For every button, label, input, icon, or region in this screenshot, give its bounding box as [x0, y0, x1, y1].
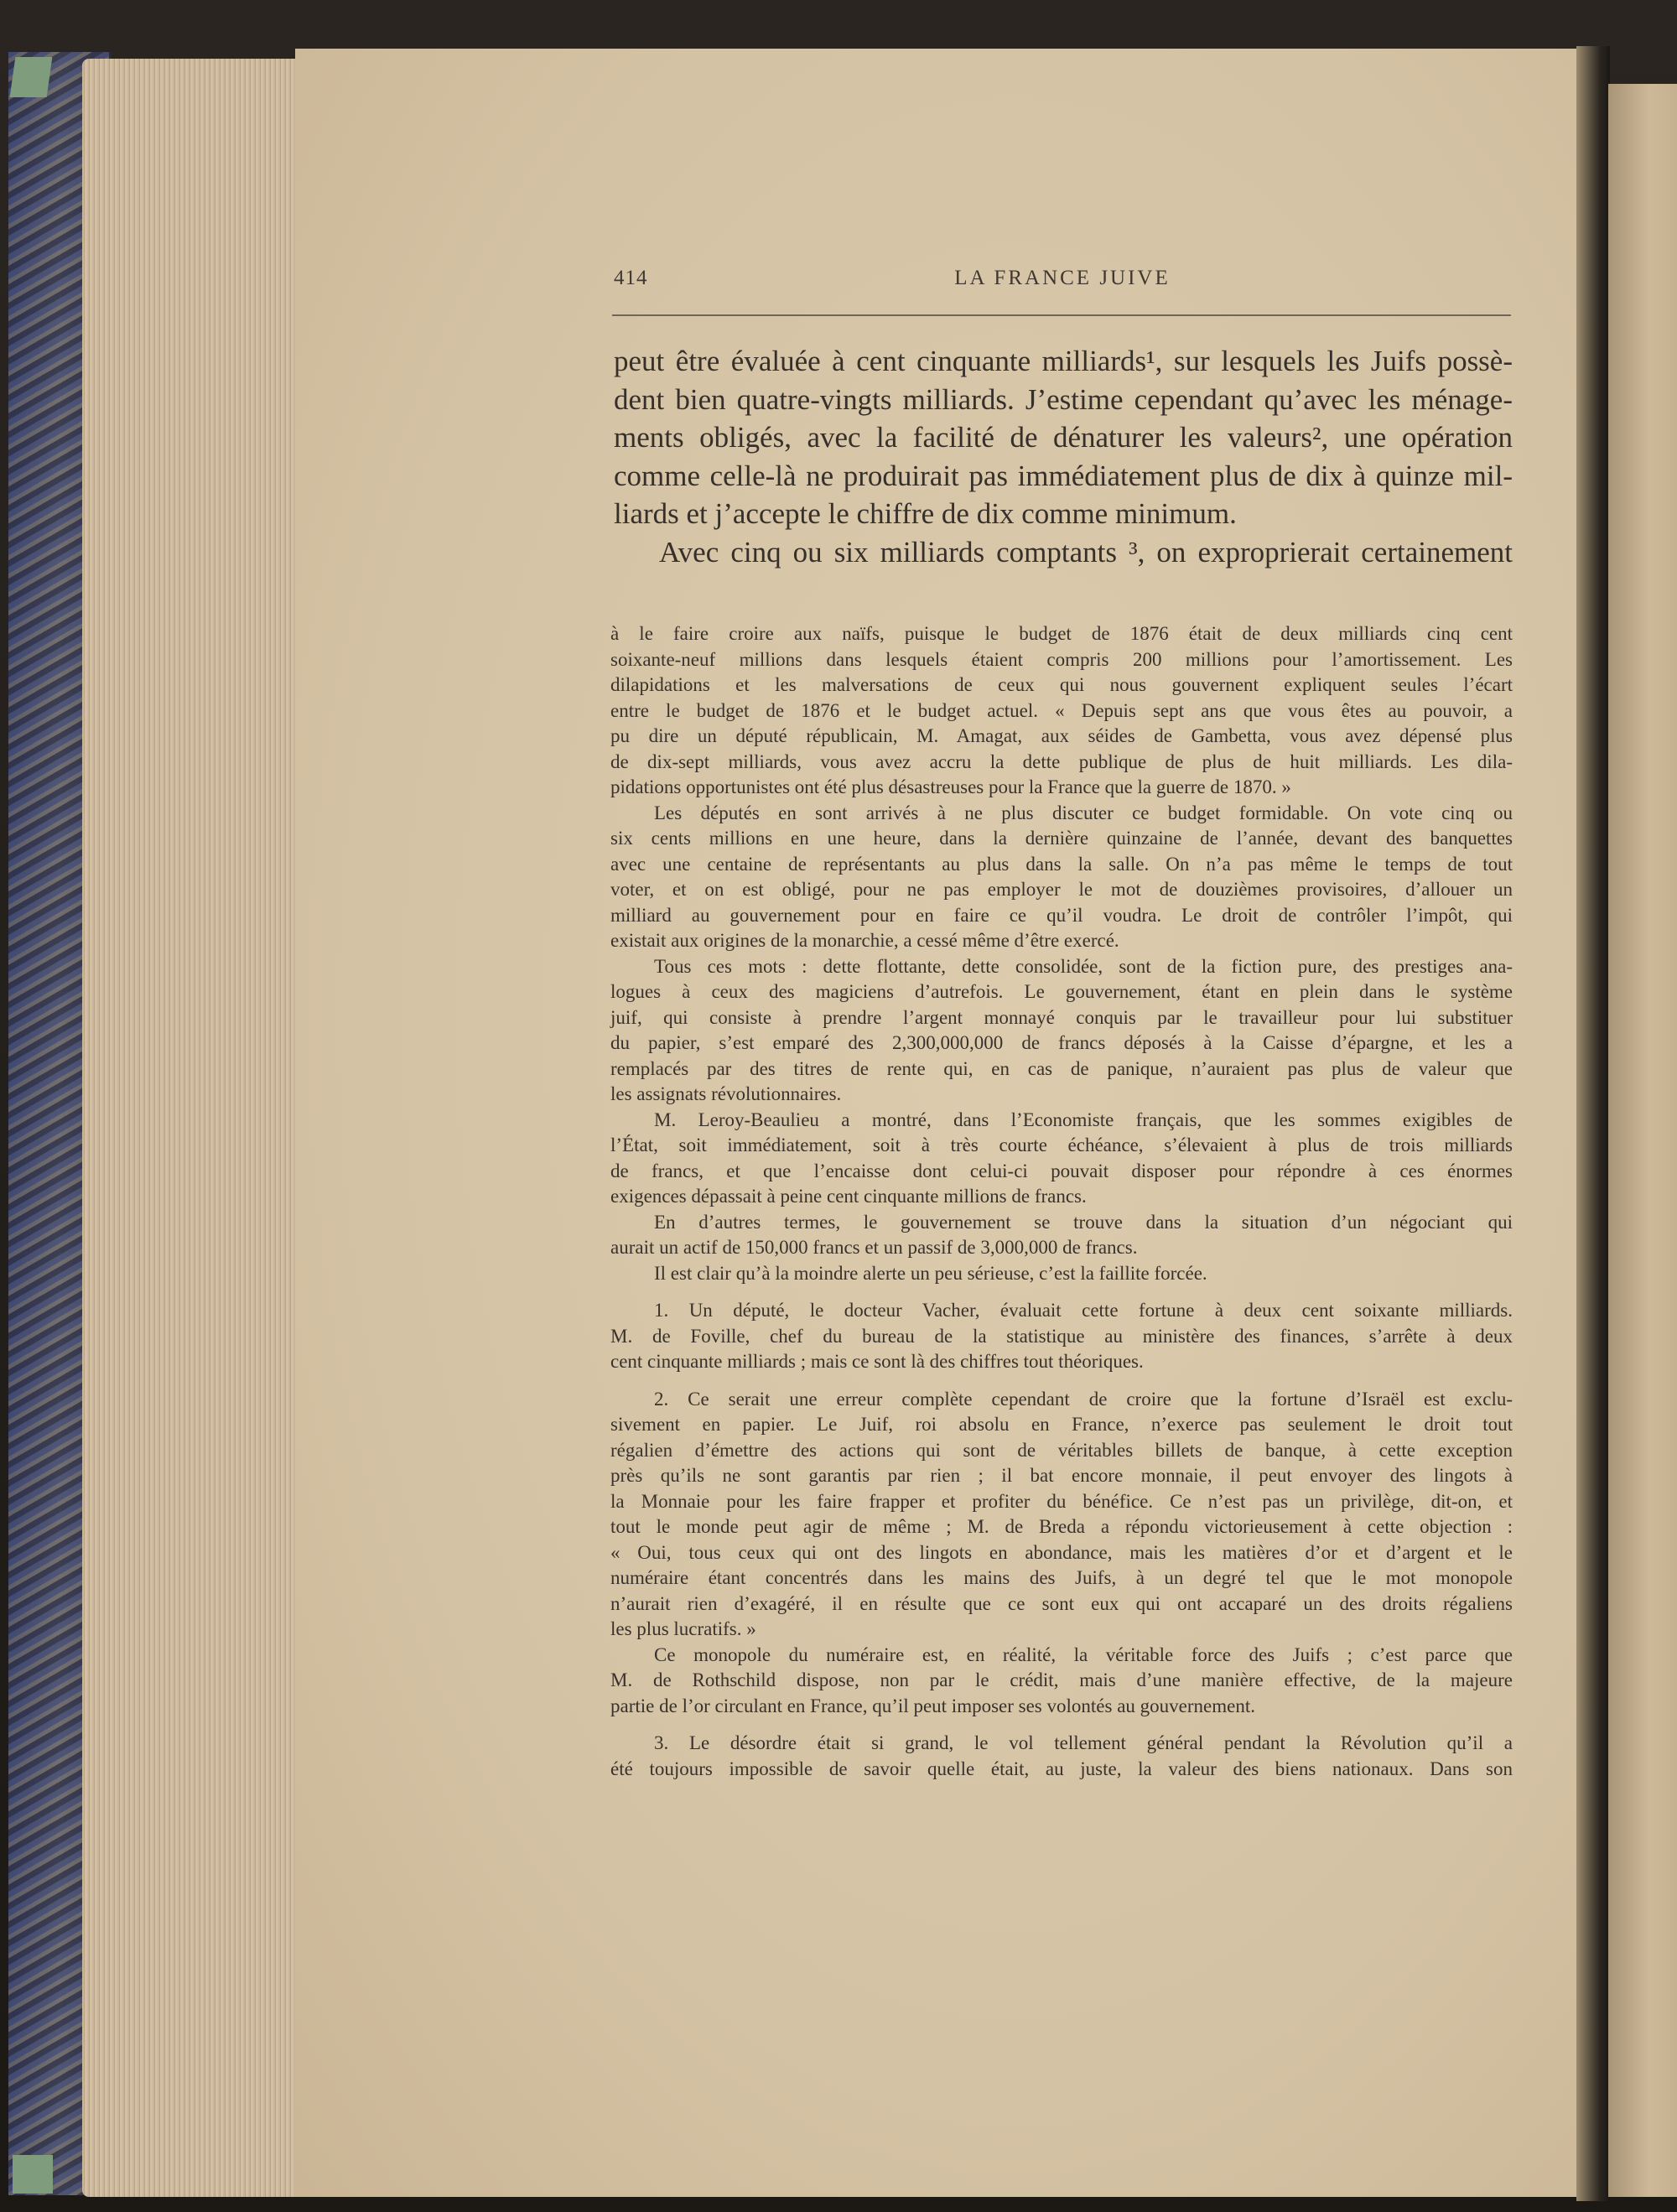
- text-line: peut être évaluée à cent cinquante milliards¹, sur lesquels les Juifs possè-: [614, 345, 1513, 377]
- footnote-line: tout le monde peut agir de même ; M. de Breda a répondu victorieusement à cette objection :: [610, 1516, 1513, 1537]
- footnote-line: près qu’ils ne sont garantis par rien ; il bat encore monnaie, il peut envoyer des lingots à: [610, 1465, 1513, 1486]
- footnote-line: avec une centaine de représentants au plus dans la salle. On n’a pas même le temps de tout: [610, 853, 1513, 875]
- footnote-line: voter, et on est obligé, pour ne pas employer le mot de douzièmes provisoires, d’allouer un: [610, 879, 1513, 900]
- footnote-line: M. Leroy-Beaulieu a montré, dans l’Economiste français, que les sommes exigibles de: [654, 1109, 1513, 1130]
- footnote-line: « Oui, tous ceux qui ont des lingots en abondance, mais les matières d’or et d’argent et le: [610, 1541, 1513, 1563]
- footnote-line: 3. Le désordre était si grand, le vol tellement général pendant la Révolution qu’il a: [654, 1732, 1513, 1753]
- footnote-line: l’État, soit immédiatement, soit à très courte échéance, s’élevaient à plus de trois milliards: [610, 1135, 1513, 1155]
- footnote-line: six cents millions en une heure, dans la dernière quinzaine de l’année, devant des banquettes: [610, 828, 1513, 849]
- footnote-line: la Monnaie pour les faire frapper et profiter du bénéfice. Ce n’est pas un privilège, dit-on, et: [610, 1490, 1513, 1512]
- paragraph-gap: [610, 1719, 1513, 1731]
- header-rule: [612, 314, 1511, 316]
- footnote-line: cent cinquante milliards ; mais ce sont là des chiffres tout théoriques.: [610, 1351, 1144, 1372]
- footnotes: [610, 621, 1513, 1782]
- footnote-line: Les députés en sont arrivés à ne plus discuter ce budget formidable. On vote cinq ou: [654, 802, 1513, 823]
- footnote-line: milliard au gouvernement pour en faire ce qu’il voudra. Le droit de contrôler l’impôt, qui: [610, 904, 1513, 926]
- footnote-line: n’aurait rien d’exagéré, il en résulte que ce sont eux qui ont accaparé un des droits régaliens: [610, 1592, 1513, 1614]
- footnote-line: remplacés par des titres de rente qui, en cas de panique, n’auraient pas plus de valeur que: [610, 1057, 1513, 1079]
- footnote-line: soixante-neuf millions dans lesquels étaient compris 200 millions pour l’amortissement. Les: [610, 648, 1513, 670]
- paragraph-gap: [610, 1375, 1513, 1387]
- running-title: LA FRANCE JUIVE: [954, 267, 1171, 289]
- footnote-line: dilapidations et les malversations de ceux qui nous gouvernent expliquent seules l’écart: [610, 674, 1513, 695]
- footnote-line: 2. Ce serait une erreur complète cependant de croire que la fortune d’Israël est exclu-: [654, 1388, 1513, 1410]
- page-edges: [82, 59, 300, 2197]
- page-header: [614, 267, 1511, 297]
- text-line: liards et j’accepte le chiffre de dix comme minimum.: [614, 497, 1237, 530]
- footnote-line: numéraire étant concentrés dans les mains des Juifs, à un degré tel que le mot monopole: [610, 1567, 1513, 1588]
- footnote-line: sivement en papier. Le Juif, roi absolu en France, n’exerce pas seulement le droit tout: [610, 1414, 1513, 1435]
- paragraph-gap: [610, 1286, 1513, 1298]
- footnote-line: entre le budget de 1876 et le budget actuel. « Depuis sept ans que vous êtes au pouvoir, a: [610, 699, 1513, 721]
- footnote-line: de dix-sept milliards, vous avez accru la dette publique de plus de huit milliards. Les dila-: [610, 750, 1513, 772]
- footnote-line: partie de l’or circulant en France, qu’il peut imposer ses volontés au gouvernement.: [610, 1695, 1255, 1716]
- footnote-line: les assignats révolutionnaires.: [610, 1083, 842, 1104]
- footnote-line: En d’autres termes, le gouvernement se trouve dans la situation d’un négociant qui: [654, 1211, 1513, 1233]
- footnote-line: 1. Un député, le docteur Vacher, évaluait cette fortune à deux cent soixante milliards.: [654, 1300, 1513, 1321]
- footnote-line: pu dire un député républicain, M. Amagat, aux séides de Gambetta, vous avez dépensé plus: [610, 725, 1513, 746]
- footnote-line: juif, qui consiste à prendre l’argent monnayé conquis par le travailleur pour lui substituer: [610, 1006, 1513, 1028]
- footnote-line: existait aux origines de la monarchie, a cessé même d’être exercé.: [610, 930, 1119, 951]
- text-line: Avec cinq ou six milliards comptants ³, on exproprierait certainement: [659, 535, 1513, 569]
- footnote-line: du papier, s’est emparé des 2,300,000,000 de francs déposés à la Caisse d’épargne, et les a: [610, 1032, 1513, 1053]
- footnote-line: Ce monopole du numéraire est, en réalité, la véritable force des Juifs ; c’est parce que: [654, 1643, 1513, 1665]
- main-text: [614, 342, 1513, 571]
- text-line: ments obligés, avec la facilité de dénaturer les valeurs², une opération: [614, 421, 1513, 454]
- footnote-line: logues à ceux des magiciens d’autrefois. Le gouvernement, étant en plein dans le système: [610, 981, 1513, 1002]
- footnote-line: Il est clair qu’à la moindre alerte un peu sérieuse, c’est la faillite forcée.: [654, 1262, 1207, 1284]
- footnote-line: M. de Rothschild dispose, non par le crédit, mais d’une manière effective, de la majeure: [610, 1669, 1513, 1690]
- footnote-line: Tous ces mots : dette flottante, dette consolidée, sont de la fiction pure, des prestiges ana-: [654, 955, 1513, 977]
- facing-page-edge: [1608, 84, 1677, 2197]
- footnote-line: exigences dépassait à peine cent cinquante millions de francs.: [610, 1186, 1087, 1207]
- text-line: dent bien quatre-vingts milliards. J’estime cependant qu’avec les ménage-: [614, 382, 1513, 416]
- footnote-line: M. de Foville, chef du bureau de la statistique au ministère des finances, s’arrête à deux: [610, 1325, 1513, 1347]
- binding-corner-top: [10, 57, 53, 97]
- footnote-line: été toujours impossible de savoir quelle était, au juste, la valeur des biens nationaux. Dans son: [610, 1758, 1513, 1779]
- page-gutter: [1576, 46, 1610, 2201]
- footnote-line: à le faire croire aux naïfs, puisque le budget de 1876 était de deux milliards cinq cent: [610, 623, 1513, 644]
- footnote-line: de francs, et que l’encaisse dont celui-ci pouvait disposer pour répondre à ces énormes: [610, 1160, 1513, 1181]
- page-number: 414: [614, 267, 648, 289]
- footnote-line: aurait un actif de 150,000 francs et un passif de 3,000,000 de francs.: [610, 1237, 1138, 1258]
- text-line: comme celle-là ne produirait pas immédiatement plus de dix à quinze mil-: [614, 459, 1513, 492]
- footnote-line: les plus lucratifs. »: [610, 1618, 756, 1639]
- binding-corner-bottom: [13, 2155, 53, 2194]
- footnote-line: pidations opportunistes ont été plus désastreuses pour la France que la guerre de 1870. »: [610, 776, 1291, 797]
- footnote-line: régalien d’émettre des actions qui sont de véritables billets de banque, à cette exception: [610, 1439, 1513, 1461]
